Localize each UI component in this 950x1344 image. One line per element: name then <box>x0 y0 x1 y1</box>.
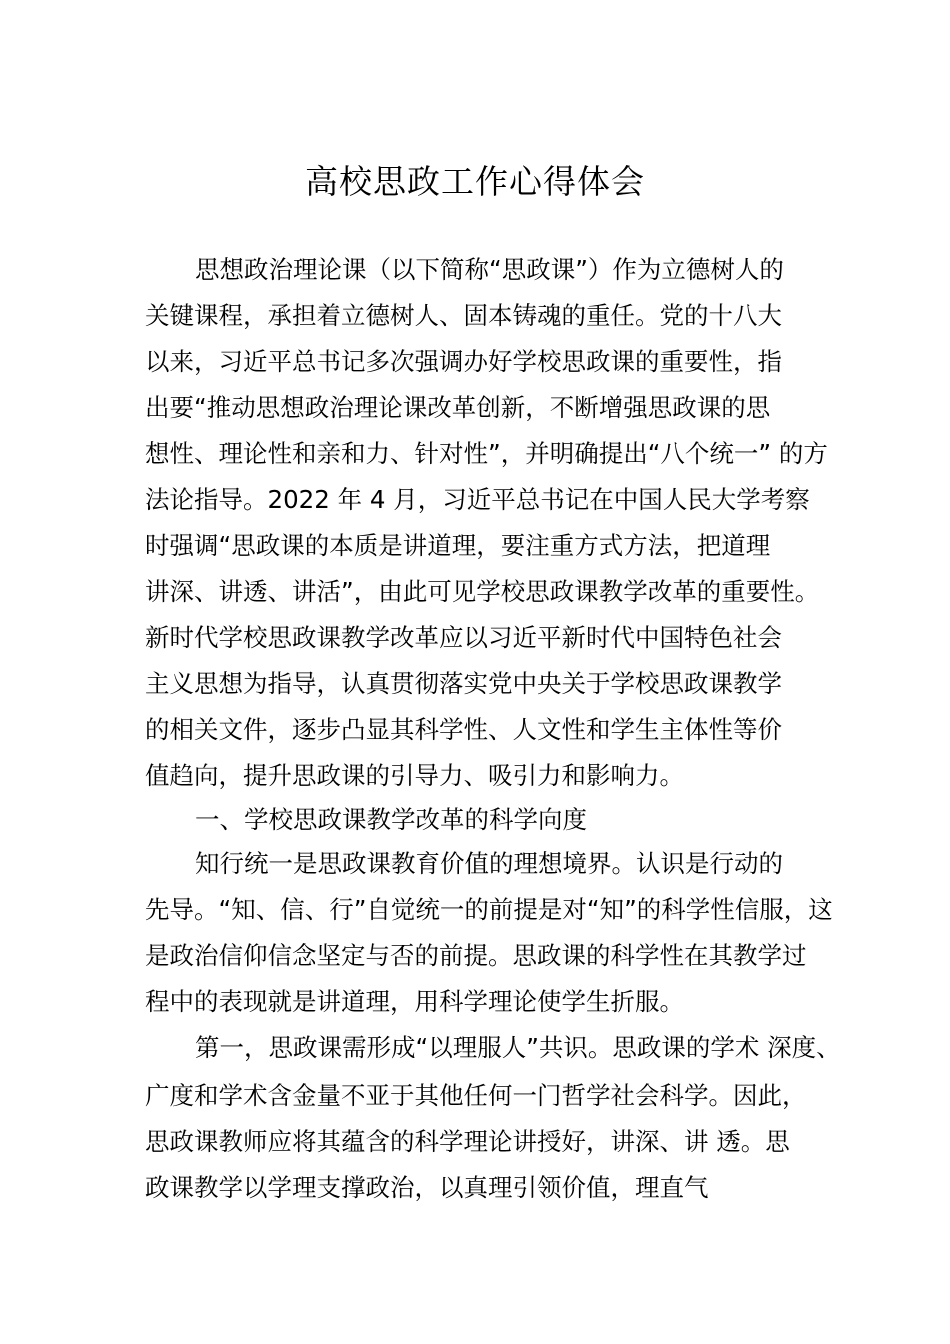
paragraph-line: 第一，思政课需形成“以理服人”共识。思政课的学术 深度、 <box>195 1033 841 1062</box>
paragraph-line: 值趋向，提升思政课的引导力、吸引力和影响力。 <box>145 761 684 790</box>
paragraph-line: 关键课程，承担着立德树人、固本铸魂的重任。党的十八大 <box>145 301 782 330</box>
paragraph-line: 法论指导。2022 年 4 月，习近平总书记在中国人民大学考察 <box>145 485 810 514</box>
paragraph-line: 时强调“思政课的本质是讲道理，要注重方式方法，把道理 <box>145 531 771 560</box>
paragraph-line: 程中的表现就是讲道理，用科学理论使学生折服。 <box>145 987 684 1016</box>
paragraph-line: 知行统一是思政课教育价值的理想境界。认识是行动的 <box>195 849 783 878</box>
paragraph-line: 以来，习近平总书记多次强调办好学校思政课的重要性，指 <box>145 347 782 376</box>
section-heading: 一、学校思政课教学改革的科学向度 <box>195 805 587 834</box>
paragraph-line: 新时代学校思政课教学改革应以习近平新时代中国特色社会 <box>145 623 782 652</box>
paragraph-line: 是政治信仰信念坚定与否的前提。思政课的科学性在其教学过 <box>145 941 807 970</box>
document-title: 高校思政工作心得体会 <box>305 162 645 201</box>
paragraph-line: 主义思想为指导，认真贯彻落实党中央关于学校思政课教学 <box>145 669 782 698</box>
paragraph-line: 广度和学术含金量不亚于其他任何一门哲学社会科学。因此， <box>145 1081 807 1110</box>
paragraph-line: 的相关文件，逐步凸显其科学性、人文性和学生主体性等价 <box>145 715 782 744</box>
paragraph-line: 想性、理论性和亲和力、针对性”，并明确提出“八个统一” 的方 <box>145 439 828 468</box>
paragraph-line: 讲深、讲透、讲活”，由此可见学校思政课教学改革的重要性。 <box>145 577 820 606</box>
paragraph-line: 出要“推动思想政治理论课改革创新，不断增强思政课的思 <box>145 393 771 422</box>
paragraph-line: 思想政治理论课（以下简称“思政课”）作为立德树人的 <box>195 255 784 284</box>
paragraph-line: 思政课教师应将其蕴含的科学理论讲授好，讲深、讲 透。思 <box>145 1127 790 1156</box>
paragraph-line: 政课教学以学理支撑政治，以真理引领价值，理直气 <box>145 1173 709 1202</box>
paragraph-line: 先导。“知、信、行”自觉统一的前提是对“知”的科学性信服，这 <box>145 895 833 924</box>
